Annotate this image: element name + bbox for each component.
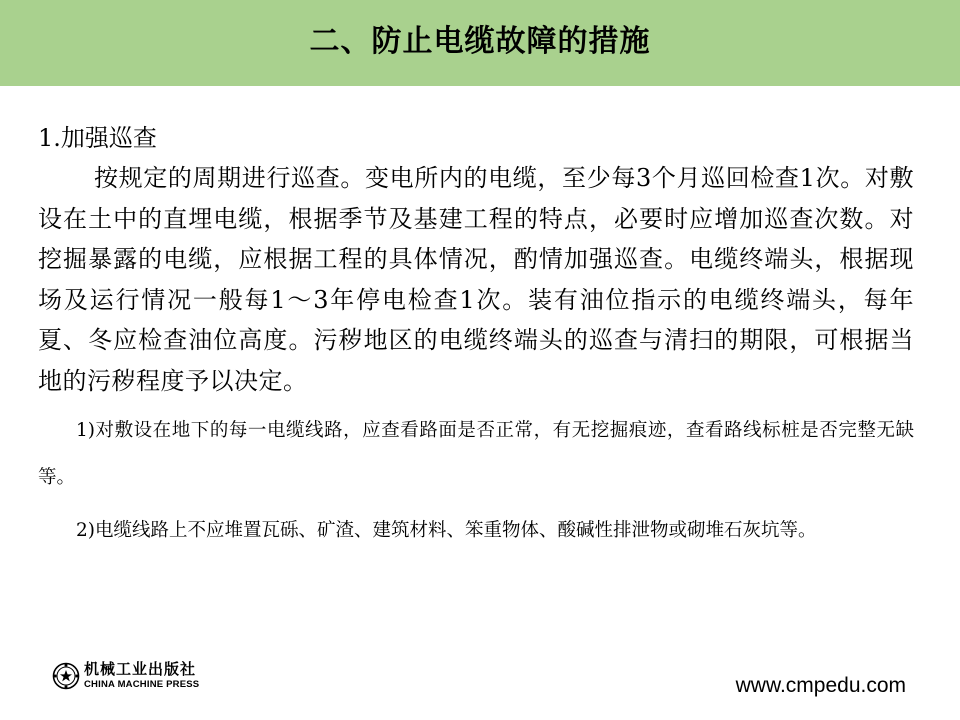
publisher-logo — [52, 660, 222, 694]
list-item-2: 2)电缆线路上不应堆置瓦砾、矿渣、建筑材料、笨重物体、酸碱性排泄物或砌堆石灰坑等。 — [76, 520, 817, 541]
main-paragraph: 按规定的周期进行巡查。变电所内的电缆，至少每3个月巡回检查1次。对敷设在土中的直埋电缆，根据季节及基建工程的特点，必要时应增加巡查次数。对挖掘暴露的电缆，应根据工程的具体情况，酌情加强巡查。电缆终端头，根据现场及运行情况一般每1～3年停电检查1次。装有油位指示的电缆终端头，每年夏、冬应检查油位高度。污秽地区的电缆终端头的巡查与清扫的期限，可根据当地的污秽程度予以决定。 — [38, 164, 914, 395]
publisher-name-en: CHINA MACHINE PRESS — [84, 679, 200, 690]
publisher-name-cn: 机械工业出版社 — [84, 660, 197, 678]
list-item-1: 1)对敷设在地下的每一电缆线路，应查看路面是否正常，有无挖掘痕迹，查看路线标桩是否完整无缺等。 — [38, 420, 914, 488]
gear-logo-icon — [52, 662, 80, 690]
slide-content — [38, 118, 914, 554]
page-title: 二、防止电缆故障的措施 — [309, 24, 651, 59]
section-heading: 1.加强巡查 — [38, 124, 157, 152]
website-url[interactable]: www.cmpedu.com — [735, 674, 906, 697]
